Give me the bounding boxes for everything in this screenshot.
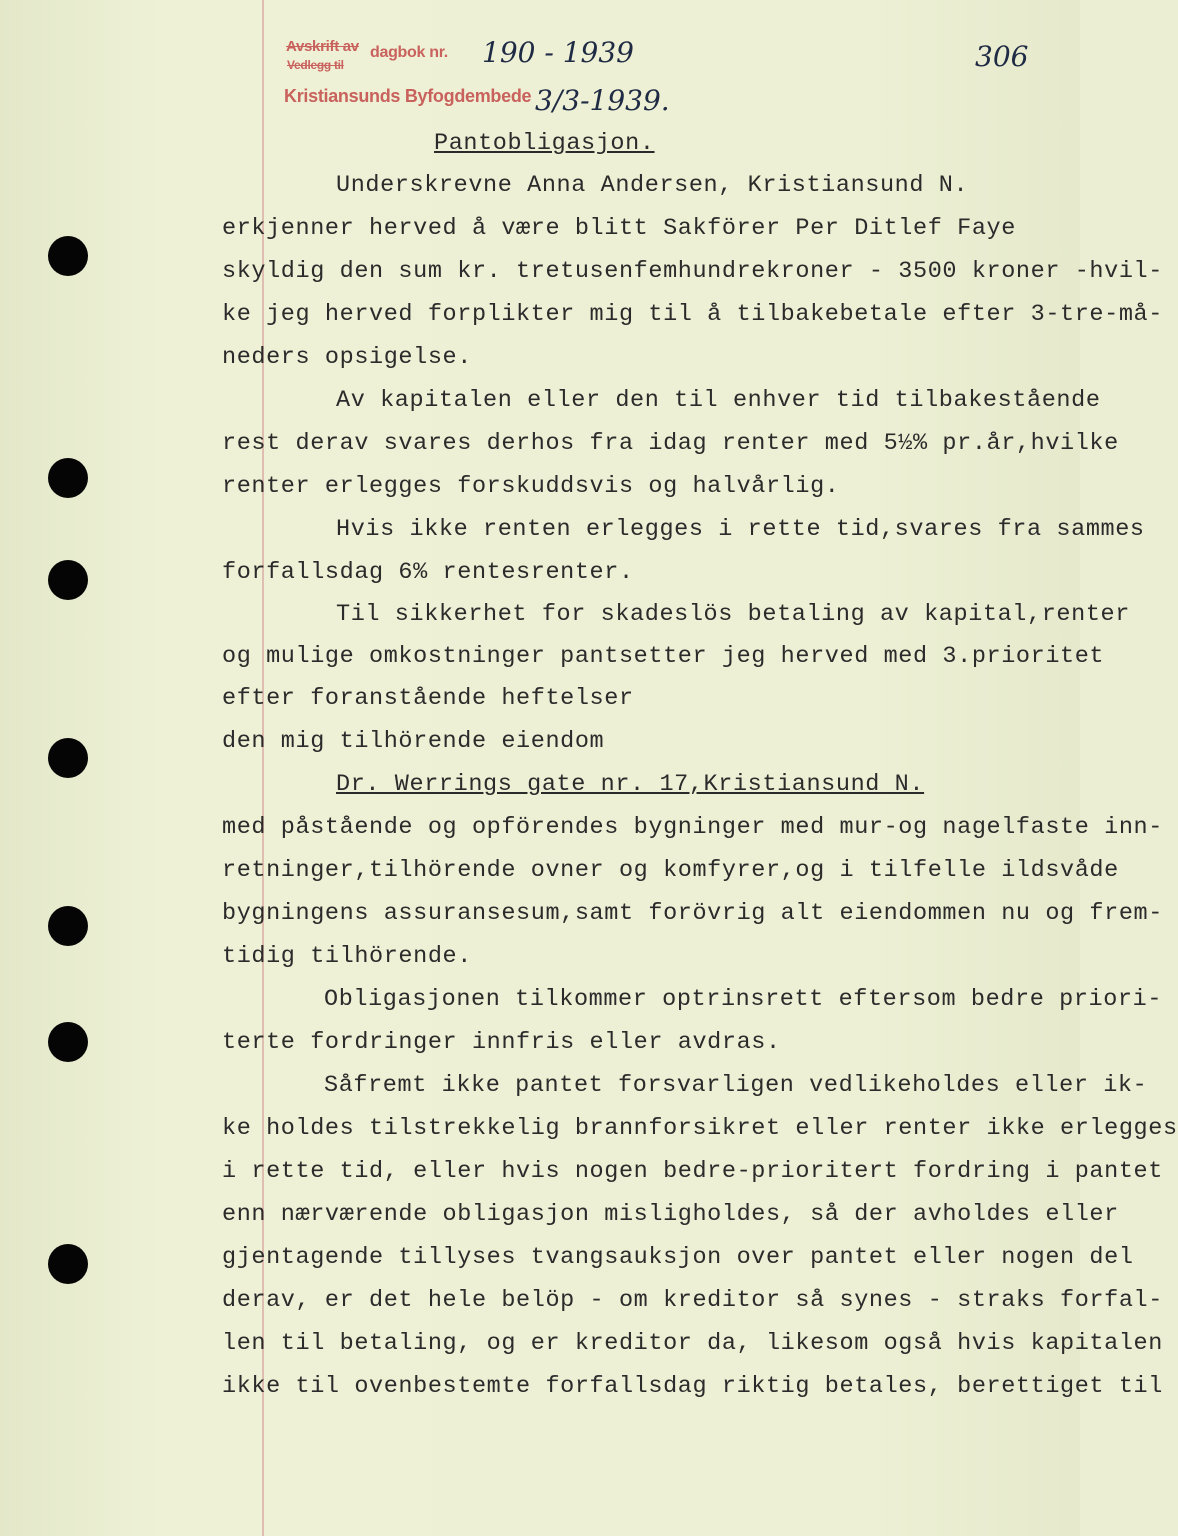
text-line: ke holdes tilstrekkelig brannforsikret eller renter ikke erlegges — [222, 1115, 1178, 1142]
text-line: neders opsigelse. — [222, 344, 472, 371]
text-line: gjentagende tillyses tvangsauksjon over pantet eller nogen del — [222, 1244, 1134, 1271]
punch-hole — [48, 458, 88, 498]
text-line: Såfremt ikke pantet forsvarligen vedlikeholdes eller ik- — [324, 1072, 1148, 1099]
text-line: bygningens assuransesum,samt forövrig alt eiendommen nu og frem- — [222, 900, 1163, 927]
punch-hole — [48, 236, 88, 276]
text-line: ikke til ovenbestemte forfallsdag riktig betales, berettiget til — [222, 1373, 1163, 1400]
text-line: og mulige omkostninger pantsetter jeg herved med 3.prioritet — [222, 643, 1105, 670]
text-line: Underskrevne Anna Andersen, Kristiansund N. — [336, 172, 969, 199]
text-line: tidig tilhörende. — [222, 943, 472, 970]
punch-hole — [48, 1244, 88, 1284]
text-line: Hvis ikke renten erlegges i rette tid,svares fra sammes — [336, 516, 1145, 543]
document-title: Pantobligasjon. — [434, 130, 655, 157]
text-line: forfallsdag 6% rentesrenter. — [222, 559, 634, 586]
text-line: derav, er det hele belöp - om kreditor så synes - straks forfal- — [222, 1287, 1163, 1314]
handwritten-dagbok-number: 190 - 1939 — [482, 36, 634, 69]
punch-hole — [48, 560, 88, 600]
text-line: Obligasjonen tilkommer optrinsrett eftersom bedre priori- — [324, 986, 1163, 1013]
text-line: Av kapitalen eller den til enhver tid tilbakestående — [336, 387, 1101, 414]
text-line: rest derav svares derhos fra idag renter med 5½% pr.år,hvilke — [222, 430, 1119, 457]
stamp-office: Kristiansunds Byfogdembede — [284, 86, 532, 106]
handwritten-page-number: 306 — [975, 40, 1029, 73]
text-line: i rette tid, eller hvis nogen bedre-prioritert fordring i pantet — [222, 1158, 1163, 1185]
text-line: erkjenner herved å være blitt Sakförer Per Ditlef Faye — [222, 215, 1016, 242]
text-line: efter foranstående heftelser — [222, 685, 634, 712]
text-line: len til betaling, og er kreditor da, likesom også hvis kapitalen — [222, 1330, 1163, 1357]
stamp-dagbok: dagbok nr. — [370, 44, 448, 61]
punch-hole — [48, 1022, 88, 1062]
text-line: renter erlegges forskuddsvis og halvårlig. — [222, 473, 840, 500]
text-line: skyldig den sum kr. tretusenfemhundrekroner - 3500 kroner -hvil- — [222, 258, 1163, 285]
punch-hole — [48, 906, 88, 946]
text-line: ke jeg herved forplikter mig til å tilbakebetale efter 3-tre-må- — [222, 301, 1163, 328]
property-address: Dr. Werrings gate nr. 17,Kristiansund N. — [336, 771, 925, 798]
stamp-vedlegg: Vedlegg til — [287, 58, 344, 72]
text-line: med påstående og opförendes bygninger med mur-og nagelfaste inn- — [222, 814, 1163, 841]
punch-hole — [48, 738, 88, 778]
text-line: retninger,tilhörende ovner og komfyrer,og i tilfelle ildsvåde — [222, 857, 1119, 884]
text-line: enn nærværende obligasjon misligholdes, så der avholdes eller — [222, 1201, 1119, 1228]
handwritten-date: 3/3-1939. — [535, 84, 670, 117]
text-line: den mig tilhörende eiendom — [222, 728, 605, 755]
text-line: terte fordringer innfris eller avdras. — [222, 1029, 781, 1056]
text-line: Til sikkerhet for skadeslös betaling av kapital,renter — [336, 601, 1130, 628]
stamp-avskrift: Avskrift av — [286, 38, 359, 55]
